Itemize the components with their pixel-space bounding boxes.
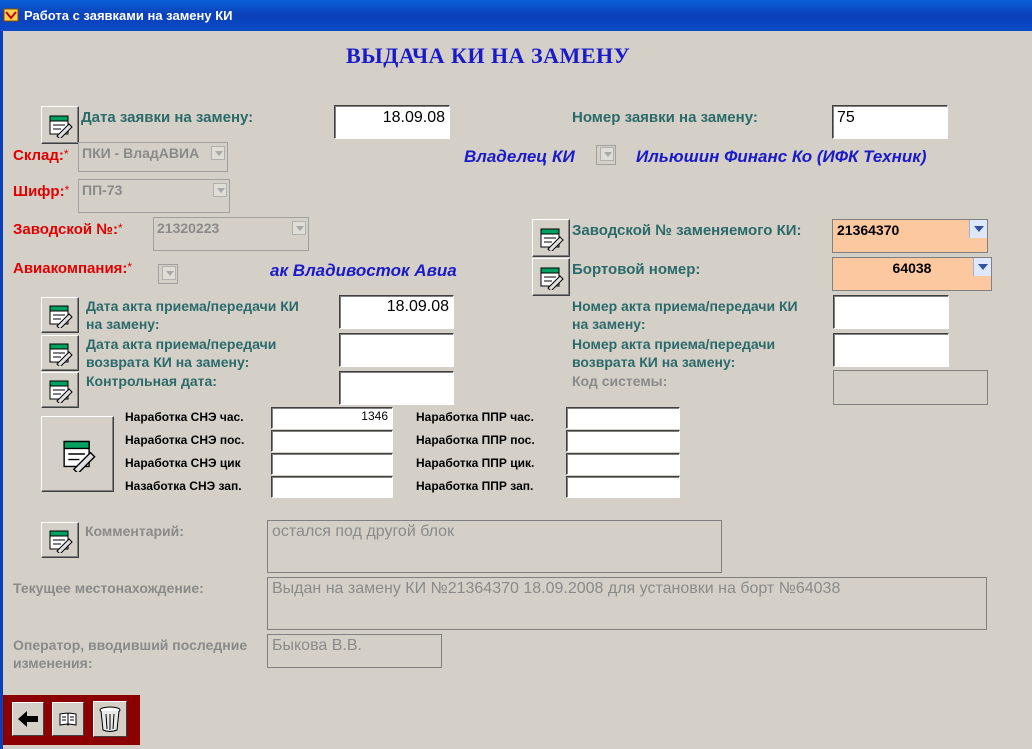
return-act-number-label: Номер акта приема/передачи возврата КИ на замену: [572,336,776,370]
airline-label: Авиакомпания:* [13,260,133,277]
sne-hours-label: Наработка СНЭ час. [125,410,244,424]
ppr-cycles-field[interactable] [566,453,680,475]
replaced-serial-select[interactable]: 21364370 [832,219,988,253]
warehouse-label: Склад:* [13,147,69,164]
calendar-pen-icon [60,436,96,472]
ppr-landings-field[interactable] [566,430,680,452]
ppr-starts-field[interactable] [566,476,680,498]
return-act-date-field[interactable] [339,333,454,367]
act-date-label: Дата акта приема/передачи КИ на замену: [86,298,299,332]
chevron-down-icon [211,146,225,160]
ppr-cycles-label: Наработка ППР цик. [416,456,535,470]
serial-select[interactable]: 21320223 [153,217,309,251]
calendar-pen-icon [47,527,73,553]
calendar-pen-icon [47,112,73,138]
calendar-pen-icon [538,264,564,290]
sne-starts-label: Назаботка СНЭ зап. [125,479,242,493]
app-icon [3,7,19,23]
calendar-button-replaced-serial[interactable] [532,219,570,257]
book-icon [58,711,78,727]
act-number-label: Номер акта приема/передачи КИ на замену: [572,298,798,332]
airline-select[interactable] [158,264,178,284]
comment-label: Комментарий: [85,523,184,539]
ppr-starts-label: Наработка ППР зап. [416,479,534,493]
back-button[interactable] [12,702,44,736]
page-title: ВЫДАЧА КИ НА ЗАМЕНУ [346,43,631,68]
chevron-down-icon [973,258,991,276]
calendar-button-runtime[interactable] [41,416,114,492]
chevron-down-icon [292,221,306,235]
calendar-button-request-date[interactable] [41,106,79,144]
calendar-button-act-date[interactable] [41,297,79,333]
bottom-toolbar [3,695,140,745]
operator-field: Быкова В.В. [267,634,442,668]
cipher-label: Шифр:* [13,183,70,200]
chevron-down-icon [213,183,227,197]
sne-landings-field[interactable] [271,430,393,452]
ppr-hours-label: Наработка ППР час. [416,410,534,424]
chevron-down-icon [969,220,987,238]
act-number-field[interactable] [833,295,949,329]
warehouse-select[interactable]: ПКИ - ВладАВИА [78,142,228,172]
act-date-field[interactable]: 18.09.08 [339,295,454,329]
ppr-hours-field[interactable] [566,407,680,429]
board-number-select[interactable]: 64038 [832,257,992,291]
sne-landings-label: Наработка СНЭ пос. [125,433,245,447]
trash-icon [98,705,122,733]
return-act-date-label: Дата акта приема/передачи возврата КИ на замену: [86,336,277,370]
open-book-button[interactable] [52,702,84,736]
owner-label: Владелец КИ [464,147,575,166]
calendar-button-comment[interactable] [41,522,79,558]
calendar-pen-icon [47,340,73,366]
sne-cycles-field[interactable] [271,453,393,475]
comment-field: остался под другой блок [267,520,722,573]
request-number-field[interactable]: 75 [832,105,948,139]
control-date-label: Контрольная дата: [86,373,217,389]
operator-label: Оператор, вводивший последние изменения: [13,637,248,671]
chevron-down-icon [600,147,614,161]
sne-hours-field[interactable]: 1346 [271,407,393,429]
calendar-button-return-act-date[interactable] [41,335,79,371]
return-act-number-field[interactable] [833,333,949,367]
calendar-pen-icon [47,302,73,328]
delete-button[interactable] [93,701,127,737]
sne-cycles-label: Наработка СНЭ цик [125,456,241,470]
window-title: Работа с заявками на замену КИ [24,8,233,23]
cipher-select[interactable]: ПП-73 [78,179,230,213]
calendar-button-control-date[interactable] [41,372,79,408]
chevron-down-icon [162,266,176,280]
replaced-serial-label: Заводской № заменяемого КИ: [572,222,802,239]
location-label: Текущее местонахождение: [13,580,204,596]
location-field: Выдан на замену КИ №21364370 18.09.2008 для установки на борт №64038 [267,577,987,630]
request-date-label: Дата заявки на замену: [81,109,254,126]
system-code-field [833,370,988,405]
airline-value: ак Владивосток Авиа [270,261,457,280]
calendar-pen-icon [538,225,564,251]
ppr-landings-label: Наработка ППР пос. [416,433,535,447]
request-date-field[interactable]: 18.09.08 [334,105,450,139]
control-date-field[interactable] [339,371,454,405]
owner-value: Ильюшин Финанс Ко (ИФК Техник) [636,147,927,166]
arrow-left-icon [16,709,40,729]
board-number-label: Бортовой номер: [572,261,701,278]
calendar-pen-icon [47,377,73,403]
system-code-label: Код системы: [572,373,668,389]
calendar-button-board-number[interactable] [532,258,570,296]
request-number-label: Номер заявки на замену: [572,109,758,126]
sne-starts-field[interactable] [271,476,393,498]
owner-select[interactable] [596,145,616,165]
title-bar [0,0,1032,31]
serial-label: Заводской №:* [13,221,123,238]
